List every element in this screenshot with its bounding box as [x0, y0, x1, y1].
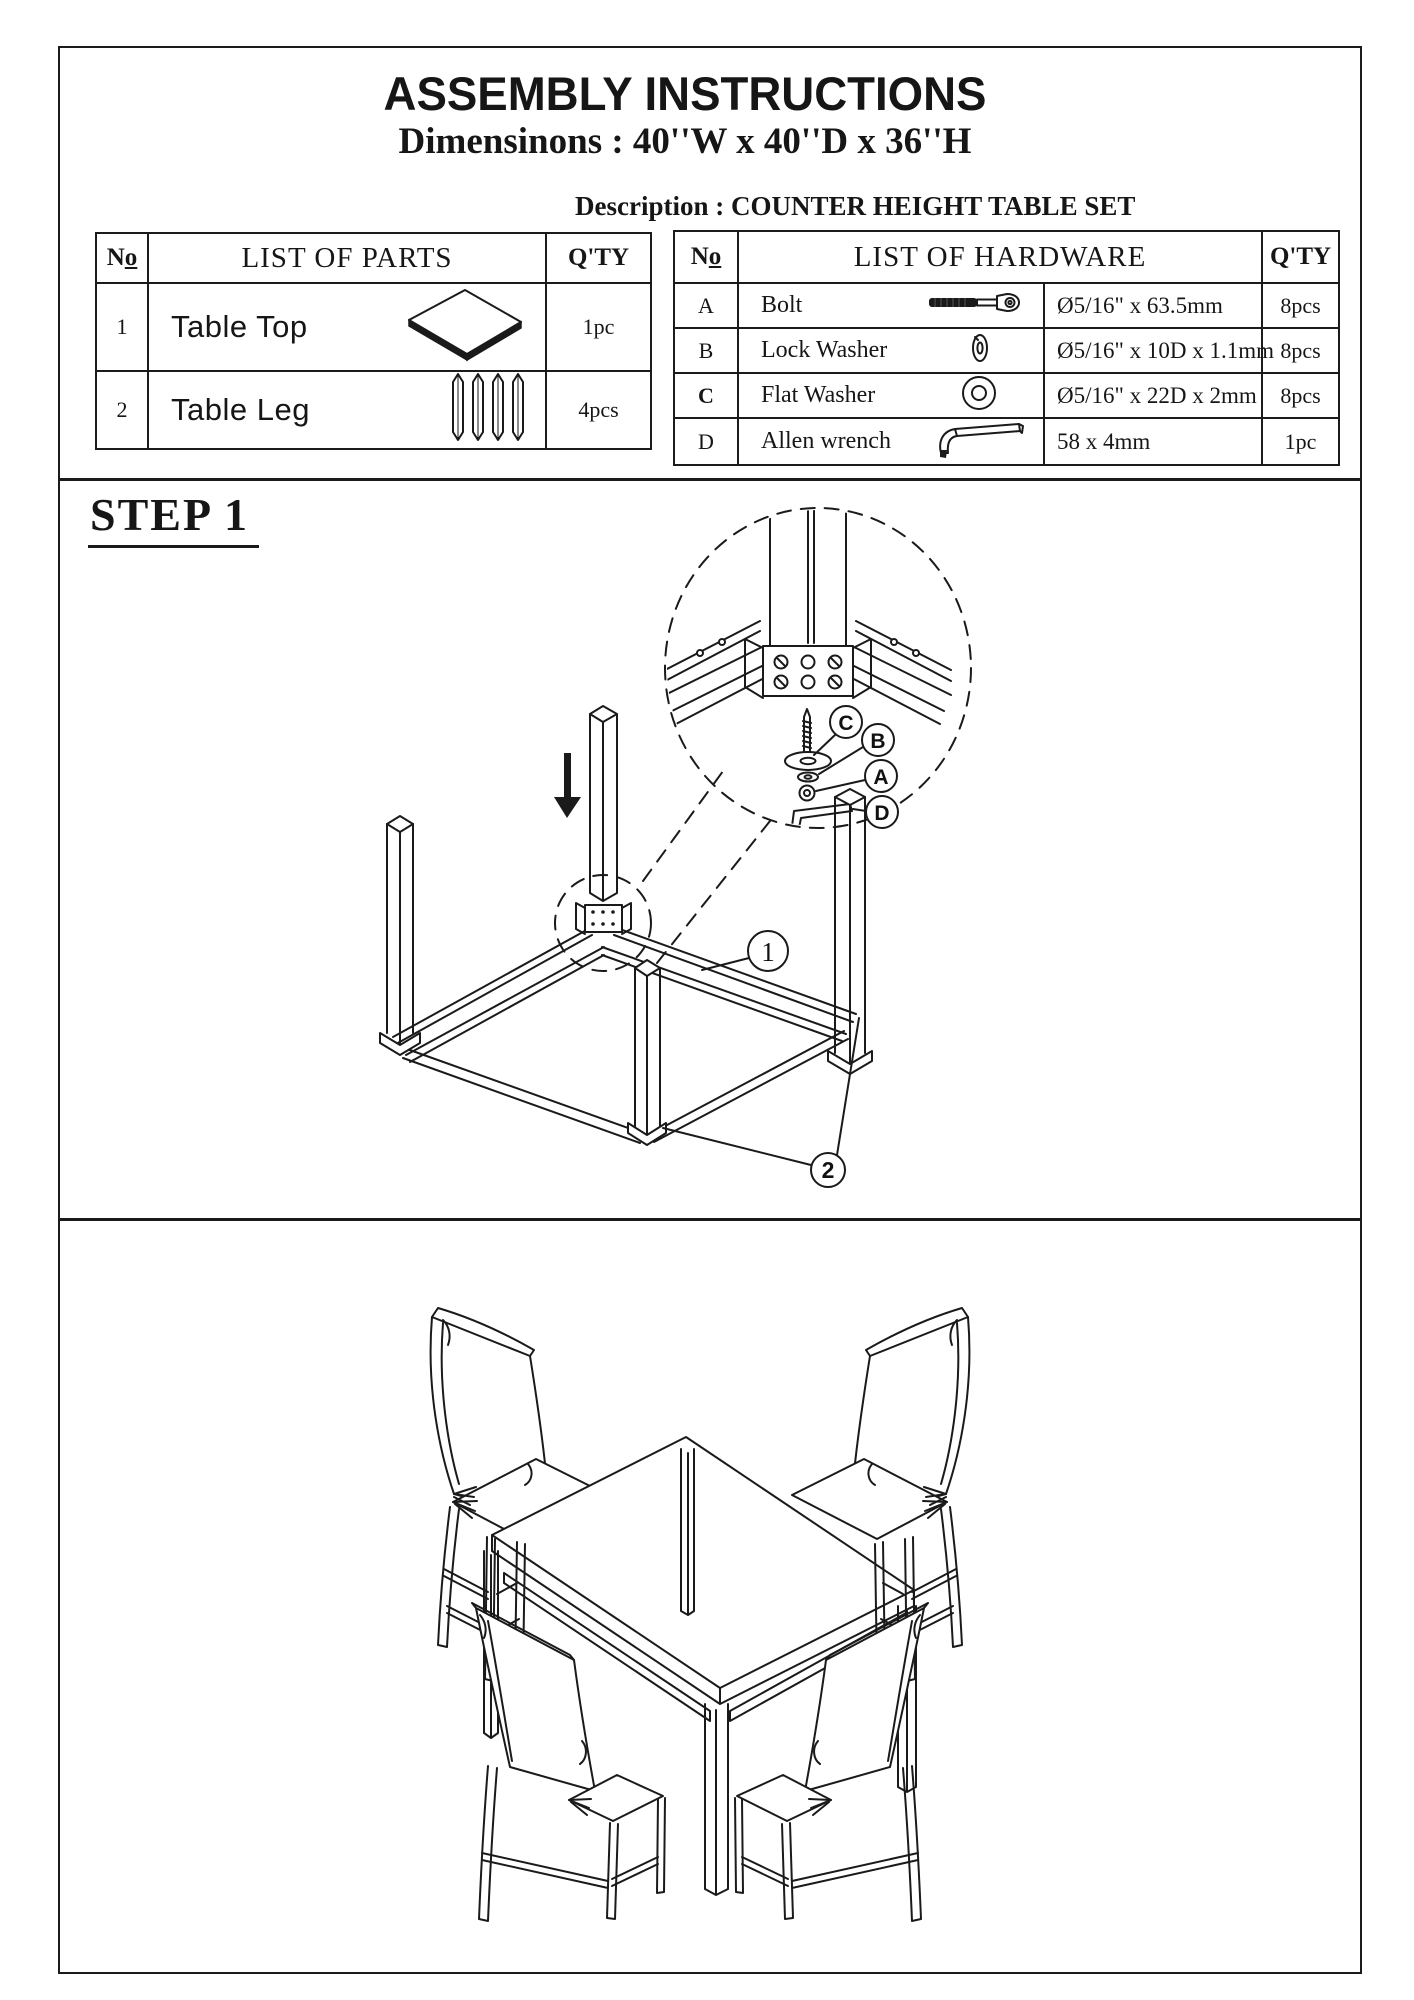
hw-col-qty: Q'TY — [1263, 232, 1338, 284]
down-arrow-icon — [554, 753, 581, 818]
hw-row — [739, 374, 1045, 419]
hw-spec: 58 x 4mm — [1045, 419, 1263, 464]
dimensions-subtitle: Dimensinons : 40''W x 40''D x 36''H — [398, 121, 972, 162]
part-name: Table Leg — [171, 392, 310, 427]
hw-qty: 8pcs — [1263, 284, 1338, 329]
hw-row-no: A — [675, 284, 739, 329]
callout-b-label: B — [870, 730, 886, 753]
parts-row-qty: 1pc — [547, 284, 650, 372]
hw-row — [739, 329, 1045, 374]
lock-washer-icon — [969, 331, 991, 371]
parts-row-no: 1 — [97, 284, 149, 372]
hw-row-no: B — [675, 329, 739, 374]
page-title: ASSEMBLY INSTRUCTIONS — [383, 67, 987, 120]
leg-being-inserted — [590, 706, 617, 901]
hw-spec: Ø5/16" x 10D x 1.1mm — [1045, 329, 1263, 374]
hw-name: Allen wrench — [761, 428, 891, 454]
description-line: Description : COUNTER HEIGHT TABLE SET — [575, 191, 1136, 221]
parts-col-name: LIST OF PARTS — [149, 234, 547, 284]
hw-qty: 8pcs — [1263, 374, 1338, 419]
hw-name: Flat Washer — [761, 382, 876, 408]
bolt-icon — [927, 290, 1027, 322]
step1-heading: STEP 1 — [88, 488, 259, 548]
parts-col-no: N o — [97, 234, 149, 284]
parts-row-qty: 4pcs — [578, 397, 619, 422]
table-top-icon — [401, 284, 529, 370]
hw-name: Bolt — [761, 292, 803, 318]
flat-washer-icon — [959, 373, 999, 419]
step1-assembly-diagram — [60, 481, 1360, 1218]
parts-row — [149, 284, 547, 372]
parts-row-no: 2 — [97, 372, 149, 448]
callout-d-label: D — [874, 802, 890, 825]
front-chair — [472, 1603, 665, 1921]
hw-spec: Ø5/16" x 22D x 2mm — [1045, 374, 1263, 419]
hardware-table — [673, 230, 1340, 466]
detail-view — [665, 501, 951, 837]
parts-table — [95, 232, 652, 450]
hw-spec: Ø5/16" x 63.5mm — [1045, 284, 1263, 329]
hw-col-name: LIST OF HARDWARE — [739, 232, 1263, 284]
parts-row — [149, 372, 547, 448]
back-chair-right — [792, 1308, 969, 1539]
allen-wrench-icon — [935, 417, 1027, 467]
callout-2-label: 2 — [821, 1157, 835, 1183]
callout-a-label: A — [873, 766, 889, 789]
hw-col-no: N o — [675, 232, 739, 284]
table-leg-icon — [449, 371, 529, 449]
part-name: Table Top — [171, 309, 308, 344]
hw-qty: 8pcs — [1263, 329, 1338, 374]
callout-c-label: C — [838, 712, 854, 735]
hw-row — [739, 284, 1045, 329]
frame-legs — [380, 789, 872, 1145]
hw-row — [739, 419, 1045, 464]
hw-qty: 1pc — [1284, 428, 1317, 454]
callout-1-label: 1 — [761, 937, 775, 967]
hw-row-no: D — [675, 419, 739, 464]
finished-table-set-diagram — [60, 1221, 1360, 1970]
hw-row-no: C — [675, 374, 739, 419]
hw-name: Lock Washer — [761, 337, 888, 363]
parts-col-qty: Q'TY — [547, 234, 650, 284]
